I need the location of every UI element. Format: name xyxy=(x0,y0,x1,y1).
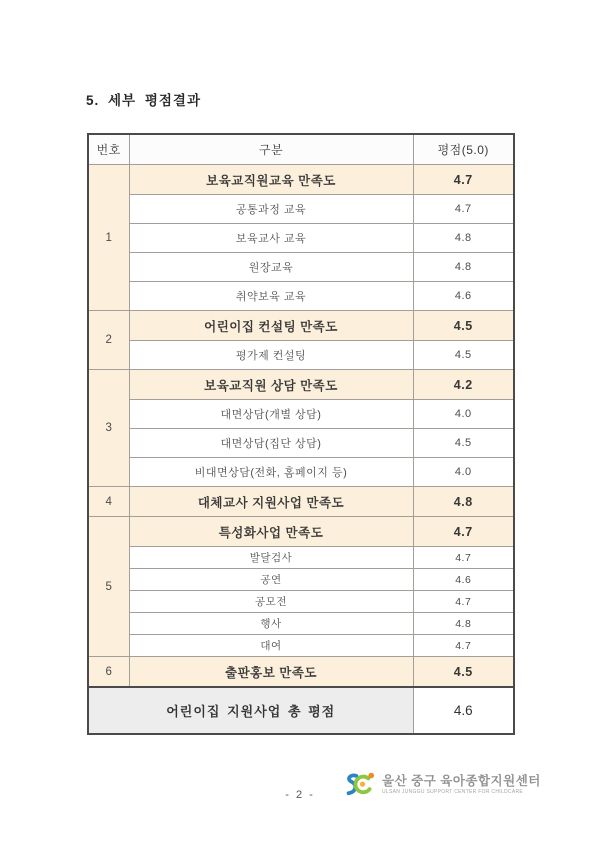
sub-label: 공통과정 교육 xyxy=(129,195,413,224)
sub-score: 4.7 xyxy=(413,195,514,224)
column-header-no: 번호 xyxy=(88,134,129,165)
section-score: 4.2 xyxy=(413,370,514,400)
total-row xyxy=(88,687,514,734)
sub-row xyxy=(88,400,514,429)
section-header-row xyxy=(88,370,514,400)
total-label: 어린이집 지원사업 총 평점 xyxy=(88,687,413,734)
sub-label: 취약보육 교육 xyxy=(129,282,413,311)
section-label: 어린이집 컨설팅 만족도 xyxy=(129,311,413,341)
section-score: 4.5 xyxy=(413,311,514,341)
sub-label: 공연 xyxy=(129,569,413,591)
page-number: - 2 - xyxy=(285,789,315,801)
sub-row xyxy=(88,569,514,591)
section-label: 보육교직원 상담 만족도 xyxy=(129,370,413,400)
section-number: 1 xyxy=(88,165,129,311)
section-number: 3 xyxy=(88,370,129,487)
sub-score: 4.8 xyxy=(413,253,514,282)
section-number: 6 xyxy=(88,657,129,688)
logo-icon xyxy=(344,770,377,800)
section-header-row xyxy=(88,657,514,688)
sub-label: 대여 xyxy=(129,635,413,657)
column-header-score: 평점(5.0) xyxy=(413,134,514,165)
section-header-row xyxy=(88,517,514,547)
section-number: 2 xyxy=(88,311,129,370)
sub-score: 4.5 xyxy=(413,341,514,370)
sub-label: 원장교육 xyxy=(129,253,413,282)
section-label: 대체교사 지원사업 만족도 xyxy=(129,487,413,517)
section-number: 4 xyxy=(88,487,129,517)
sub-row xyxy=(88,282,514,311)
sub-row xyxy=(88,613,514,635)
center-logo xyxy=(344,770,541,800)
score-table xyxy=(87,133,515,735)
sub-row xyxy=(88,253,514,282)
sub-score: 4.5 xyxy=(413,429,514,458)
sub-score: 4.7 xyxy=(413,591,514,613)
sub-score: 4.6 xyxy=(413,282,514,311)
section-score: 4.5 xyxy=(413,657,514,688)
sub-score: 4.0 xyxy=(413,458,514,487)
sub-score: 4.0 xyxy=(413,400,514,429)
section-header-row xyxy=(88,311,514,341)
column-header-category: 구분 xyxy=(129,134,413,165)
logo-text xyxy=(382,775,541,796)
section-header-row xyxy=(88,487,514,517)
section-label: 보육교직원교육 만족도 xyxy=(129,165,413,195)
sub-label: 공모전 xyxy=(129,591,413,613)
score-table-body xyxy=(88,134,514,734)
sub-row xyxy=(88,547,514,569)
sub-score: 4.7 xyxy=(413,547,514,569)
sub-row xyxy=(88,591,514,613)
sub-row xyxy=(88,341,514,370)
section-score: 4.7 xyxy=(413,517,514,547)
sub-label: 발달검사 xyxy=(129,547,413,569)
section-score: 4.8 xyxy=(413,487,514,517)
sub-row xyxy=(88,195,514,224)
section-label: 특성화사업 만족도 xyxy=(129,517,413,547)
logo-name-ko: 울산 중구 육아종합지원센터 xyxy=(382,773,541,788)
logo-name-en: ULSAN JUNGGU SUPPORT CENTER FOR CHILDCARE xyxy=(382,789,524,796)
section-header-row xyxy=(88,165,514,195)
total-score: 4.6 xyxy=(413,687,514,734)
sub-row xyxy=(88,429,514,458)
sub-label: 보육교사 교육 xyxy=(129,224,413,253)
sub-score: 4.6 xyxy=(413,569,514,591)
sub-label: 비대면상담(전화, 홈페이지 등) xyxy=(129,458,413,487)
section-score: 4.7 xyxy=(413,165,514,195)
sub-label: 행사 xyxy=(129,613,413,635)
sub-score: 4.7 xyxy=(413,635,514,657)
sub-row xyxy=(88,224,514,253)
page-title: 5. 세부 평점결과 xyxy=(86,93,202,108)
sub-label: 대면상담(개별 상담) xyxy=(129,400,413,429)
sub-row xyxy=(88,635,514,657)
section-number: 5 xyxy=(88,517,129,657)
table-header-row xyxy=(88,134,514,165)
section-label: 출판홍보 만족도 xyxy=(129,657,413,688)
sub-label: 대면상담(집단 상담) xyxy=(129,429,413,458)
sub-label: 평가제 컨설팅 xyxy=(129,341,413,370)
sub-score: 4.8 xyxy=(413,224,514,253)
sub-score: 4.8 xyxy=(413,613,514,635)
sub-row xyxy=(88,458,514,487)
